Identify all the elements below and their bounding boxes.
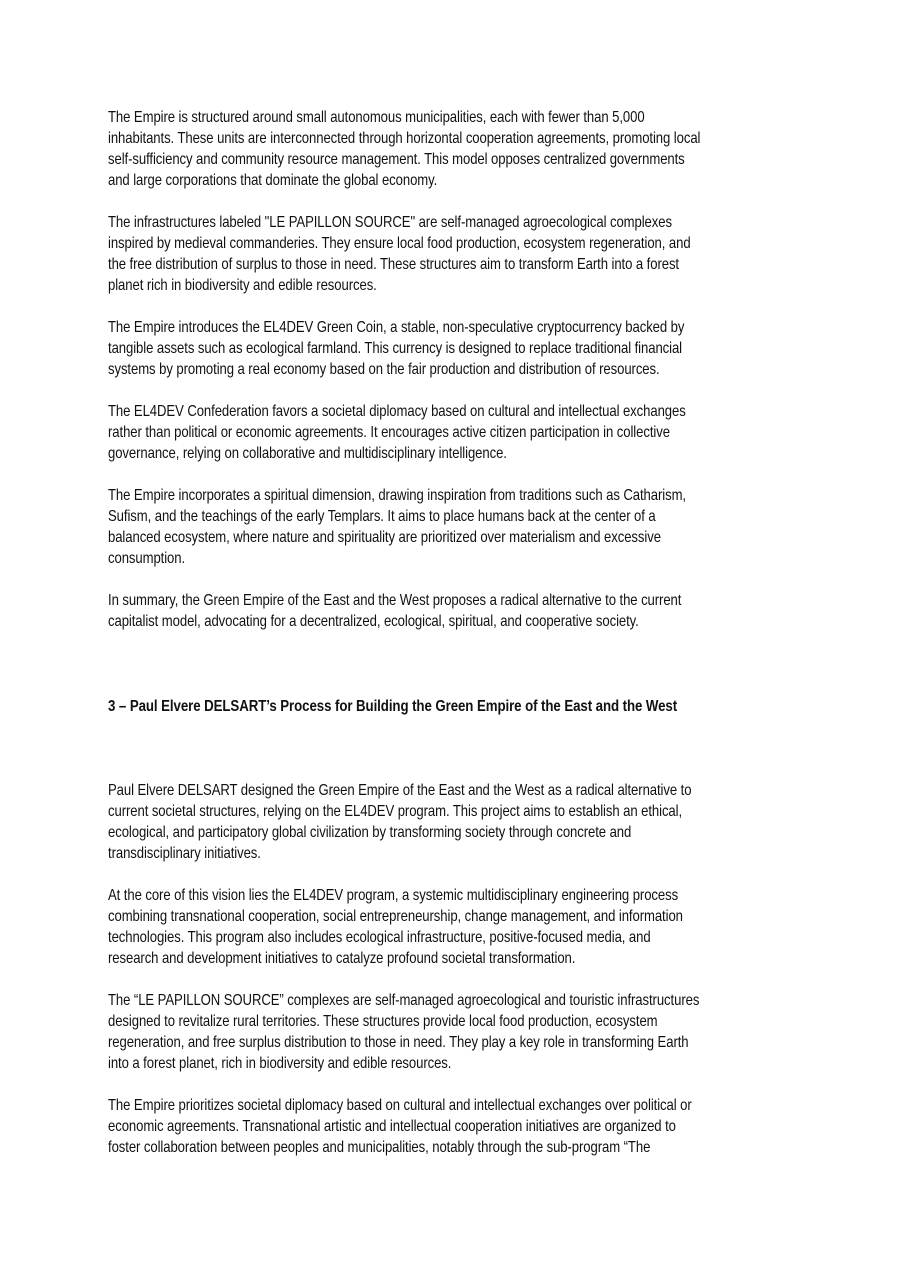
text-line: research and development initiatives to catalyze profound societal transformation. [108,950,576,967]
paragraph-papillon-source [108,212,868,296]
text-line: and large corporations that dominate the global economy. [108,172,438,189]
section-heading [108,696,868,717]
text-line: foster collaboration between peoples and municipalities, notably through the sub-program “The [108,1139,651,1156]
text-line: designed to revitalize rural territories. These structures provide local food production, ecosystem [108,1013,658,1030]
paragraph-summary [108,590,868,632]
text-line: transdisciplinary initiatives. [108,845,261,862]
paragraph-green-coin [108,317,868,380]
text-line: the free distribution of surplus to those in need. These structures aim to transform Earth into a forest [108,256,679,273]
text-line: balanced ecosystem, where nature and spirituality are prioritized over materialism and excessive [108,529,661,546]
text-line: In summary, the Green Empire of the East and the West proposes a radical alternative to the current [108,592,682,609]
paragraph-confederation [108,401,868,464]
section-heading-text: 3 – Paul Elvere DELSART’s Process for Building the Green Empire of the East and the West [108,698,678,715]
text-line: Sufism, and the teachings of the early Templars. It aims to place humans back at the center of a [108,508,656,525]
text-line: The Empire is structured around small autonomous municipalities, each with fewer than 5,000 [108,109,645,126]
paragraph-papillon-complexes [108,990,868,1074]
text-line: regeneration, and free surplus distribution to those in need. They play a key role in transforming Earth [108,1034,689,1051]
text-line: current societal structures, relying on the EL4DEV program. This project aims to establish an ethical, [108,803,683,820]
text-line: planet rich in biodiversity and edible resources. [108,277,377,294]
paragraph-el4dev-core [108,885,868,969]
text-line: The Empire prioritizes societal diplomacy based on cultural and intellectual exchanges over political or [108,1097,692,1114]
paragraph-diplomacy [108,1095,868,1158]
paragraph-spiritual [108,485,868,569]
text-line: tangible assets such as ecological farmland. This currency is designed to replace traditional financial [108,340,683,357]
text-line: self-sufficiency and community resource management. This model opposes centralized governments [108,151,685,168]
text-line: At the core of this vision lies the EL4DEV program, a systemic multidisciplinary engineering process [108,887,679,904]
paragraph-municipalities [108,107,868,191]
text-line: consumption. [108,550,186,567]
text-line: inhabitants. These units are interconnected through horizontal cooperation agreements, promoting local [108,130,701,147]
text-line: The infrastructures labeled "LE PAPILLON SOURCE" are self-managed agroecological complexes [108,214,672,231]
text-line: The “LE PAPILLON SOURCE” complexes are self-managed agroecological and touristic infrastructures [108,992,700,1009]
text-line: ecological, and participatory global civilization by transforming society through concrete and [108,824,632,841]
text-line: systems by promoting a real economy based on the fair production and distribution of resources. [108,361,660,378]
text-line: technologies. This program also includes ecological infrastructure, positive-focused media, and [108,929,651,946]
text-line: combining transnational cooperation, social entrepreneurship, change management, and information [108,908,683,925]
text-line: governance, relying on collaborative and multidisciplinary intelligence. [108,445,507,462]
text-line: into a forest planet, rich in biodiversity and edible resources. [108,1055,452,1072]
paragraph-delsart-design [108,780,868,864]
text-line: capitalist model, advocating for a decentralized, ecological, spiritual, and cooperative society. [108,613,639,630]
text-line: economic agreements. Transnational artistic and intellectual cooperation initiatives are organized to [108,1118,676,1135]
text-line: Paul Elvere DELSART designed the Green Empire of the East and the West as a radical alternative to [108,782,692,799]
text-line: The Empire introduces the EL4DEV Green Coin, a stable, non-speculative cryptocurrency backed by [108,319,685,336]
text-line: rather than political or economic agreements. It encourages active citizen participation in collective [108,424,670,441]
text-line: The EL4DEV Confederation favors a societal diplomacy based on cultural and intellectual exchanges [108,403,686,420]
text-line: The Empire incorporates a spiritual dimension, drawing inspiration from traditions such as Catharism, [108,487,687,504]
text-line: inspired by medieval commanderies. They ensure local food production, ecosystem regeneration, and [108,235,691,252]
